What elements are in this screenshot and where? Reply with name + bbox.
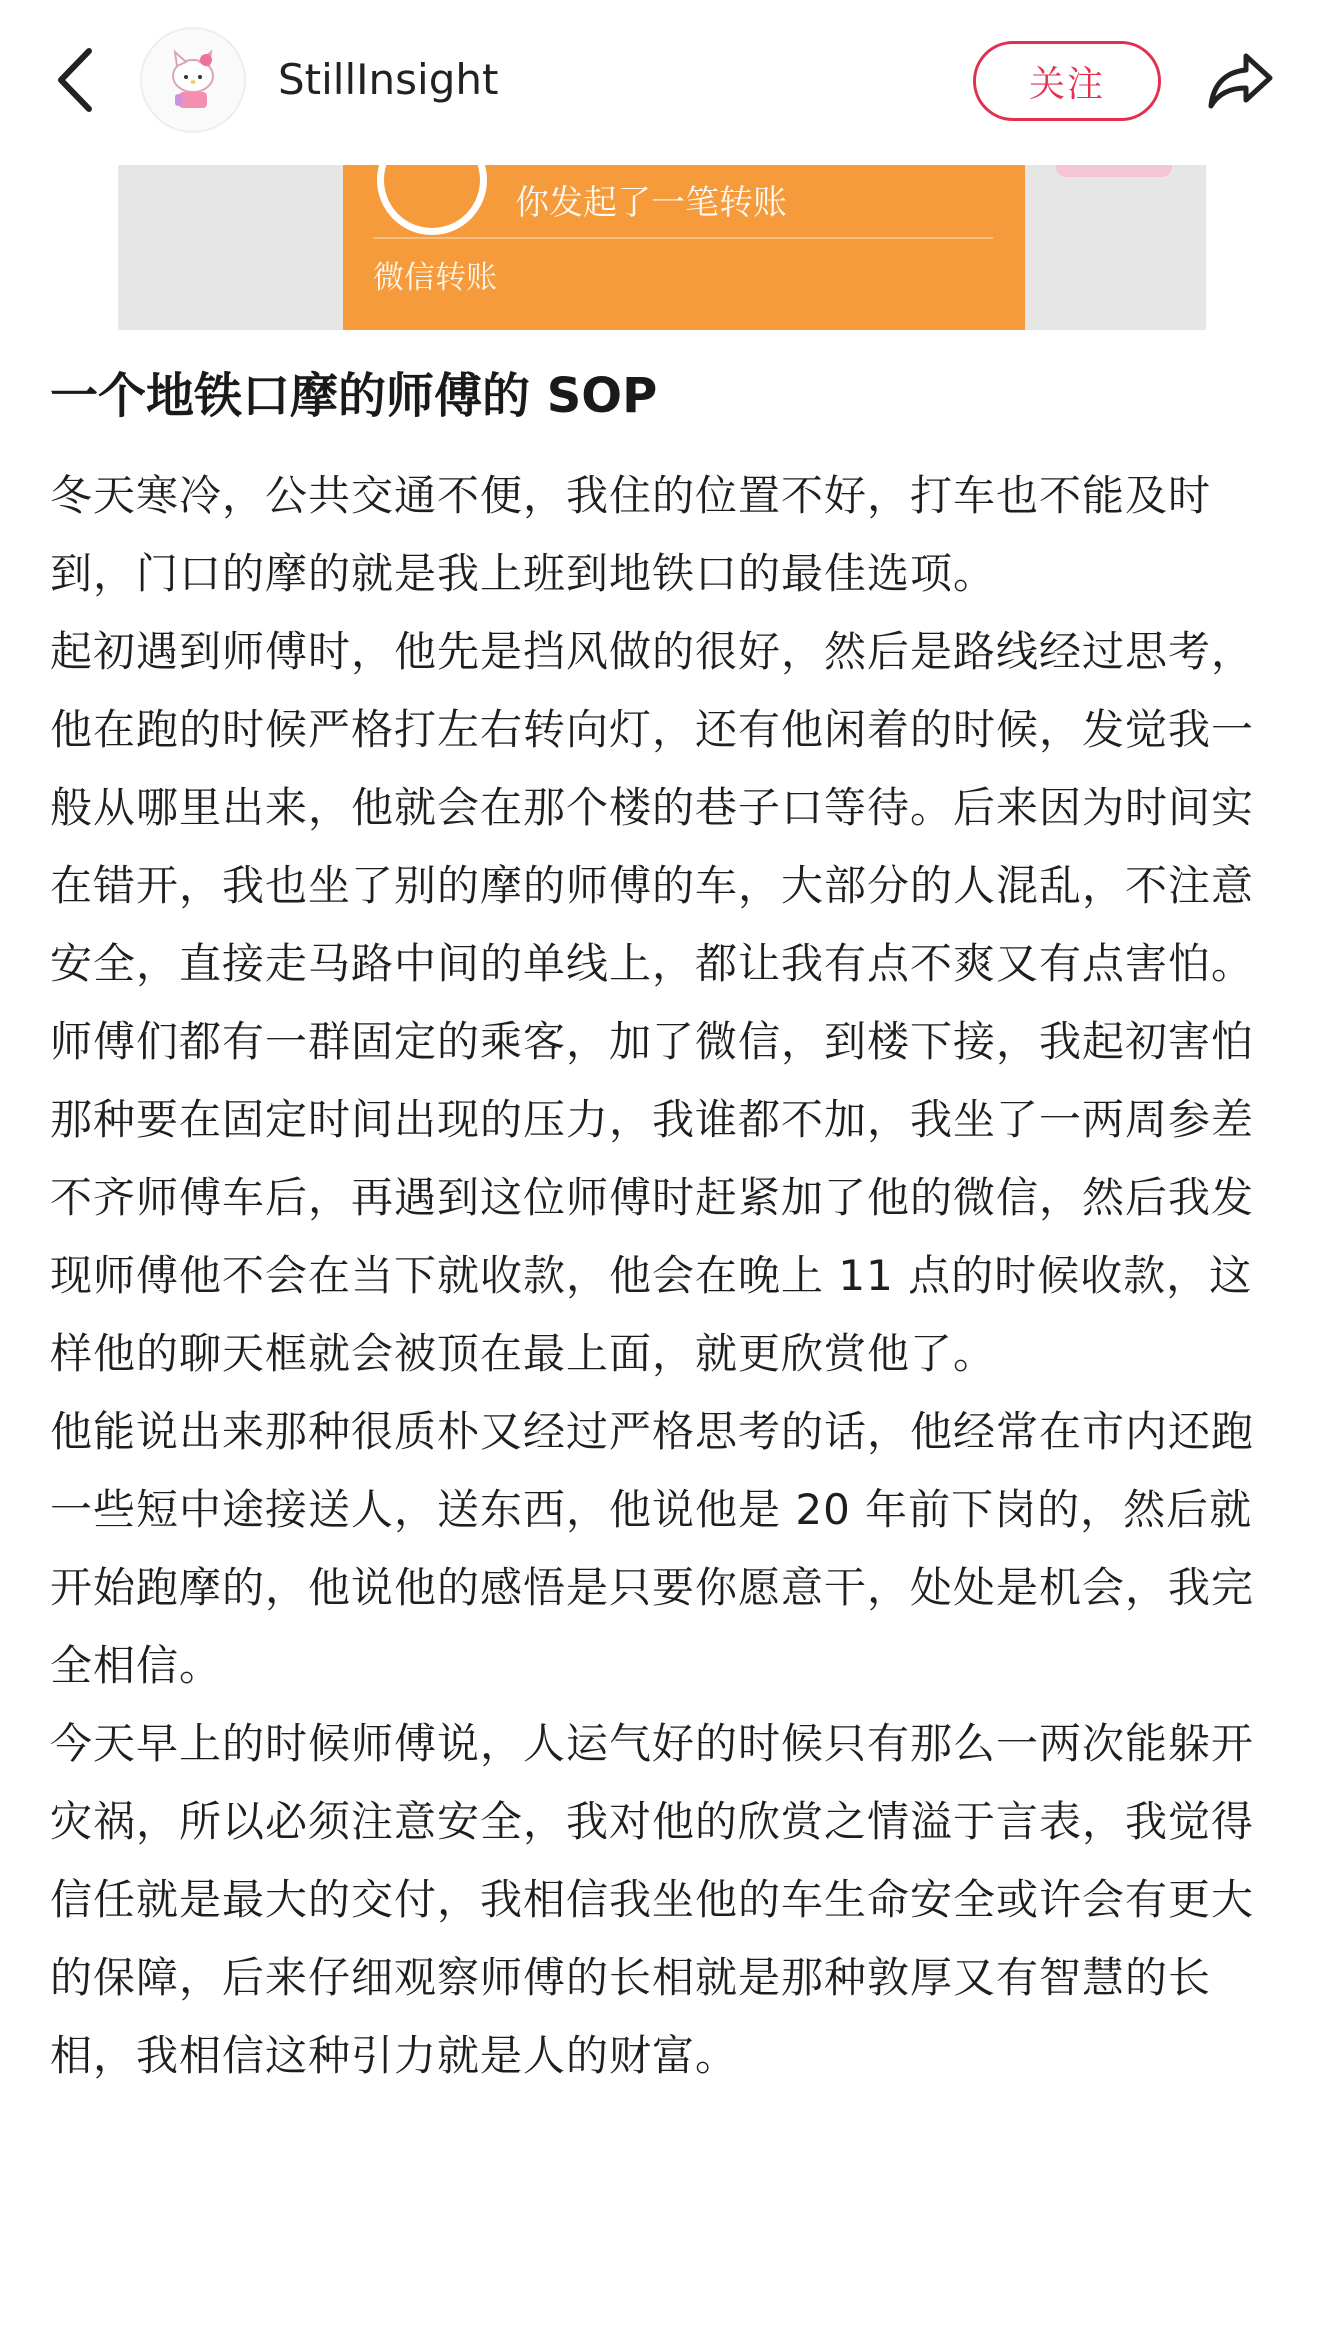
wechat-transfer-card [343, 165, 1025, 330]
transfer-text: 你发起了一笔转账 [515, 183, 787, 223]
follow-button[interactable]: 关注 [973, 41, 1161, 121]
post-paragraph: 起初遇到师傅时，他先是挡风做的很好，然后是路线经过思考，他在跑的时候严格打左右转向灯，还有他闲着的时候，发觉我一般从哪里出来，他就会在那个楼的巷子口等待。后来因为时间实在错开，我也坐了别的摩的师傅的车，大部分的人混乱，不注意安全，直接走马路中间的单线上，都让我有点不爽又有点害怕。 [50, 627, 1255, 988]
top-nav-bar [0, 0, 1320, 165]
avatar[interactable] [140, 27, 246, 133]
post-paragraph: 他能说出来那种很质朴又经过严格思考的话，他经常在市内还跑一些短中途接送人，送东西，他说他是 20 年前下岗的，然后就开始跑摩的，他说他的感悟是只要你愿意干，处处是机会，我完全相信。 [50, 1407, 1255, 1690]
username[interactable]: StillInsight [278, 55, 499, 104]
post-paragraph: 今天早上的时候师傅说，人运气好的时候只有那么一两次能躲开灾祸，所以必须注意安全，我对他的欣赏之情溢于言表，我觉得信任就是最大的交付，我相信我坐他的车生命安全或许会有更大的保障，后来仔细观察师傅的长相就是那种敦厚又有智慧的长相，我相信这种引力就是人的财富。 [50, 1719, 1255, 2080]
transfer-divider [373, 237, 993, 239]
post-body [50, 457, 1280, 2095]
post-paragraph: 师傅们都有一群固定的乘客，加了微信，到楼下接，我起初害怕那种要在固定时间出现的压力，我谁都不加，我坐了一两周参差不齐师傅车后，再遇到这位师傅时赶紧加了他的微信，然后我发现师傅他不会在当下就收款，他会在晚上 11 点的时候收款，这样他的聊天框就会被顶在最上面，就更欣赏他了。 [50, 1017, 1255, 1378]
transfer-arrow-icon [377, 165, 487, 235]
post-title: 一个地铁口摩的师傅的 SOP [50, 368, 658, 424]
sticker-image [1056, 165, 1172, 177]
chevron-left-icon [55, 47, 95, 113]
share-arrow-icon [1206, 50, 1276, 112]
post-image[interactable] [118, 165, 1206, 330]
post-paragraph: 冬天寒冷，公共交通不便，我住的位置不好，打车也不能及时到，门口的摩的就是我上班到地铁口的最佳选项。 [50, 471, 1212, 598]
share-button[interactable] [1198, 38, 1284, 124]
transfer-footer: 微信转账 [373, 260, 497, 296]
back-button[interactable] [40, 40, 110, 120]
hello-kitty-avatar-icon [153, 40, 233, 120]
